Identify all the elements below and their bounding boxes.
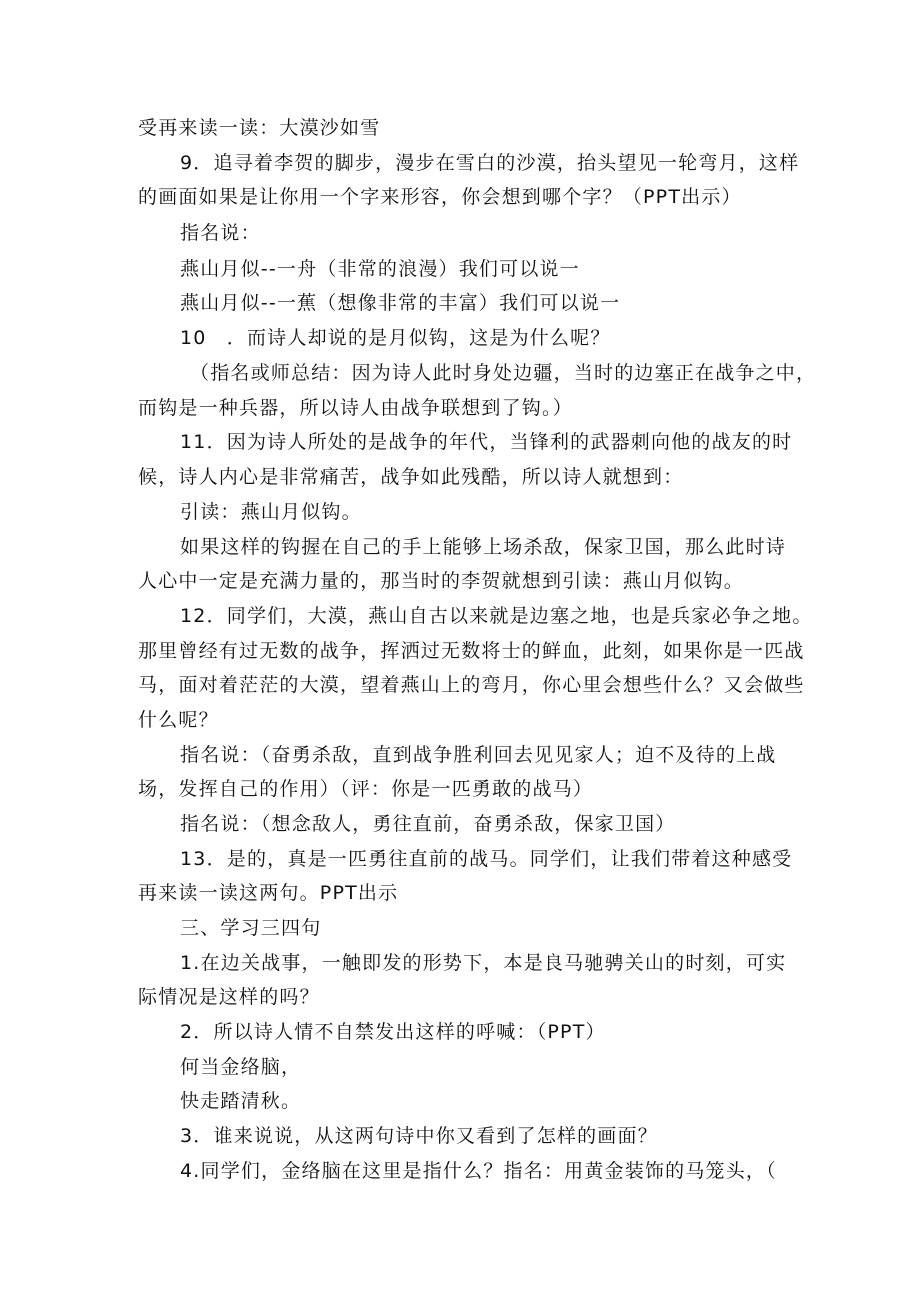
text-line: 人心中一定是充满力量的，那当时的李贺就想到引读：燕山月似钩。 bbox=[138, 570, 745, 592]
text-line: 受再来读一读：大漠沙如雪 bbox=[138, 117, 381, 139]
text-line: 9．追寻着李贺的脚步，漫步在雪白的沙漠，抬头望见一轮弯月，这样 bbox=[180, 152, 800, 174]
text-line: 燕山月似--一蕉（想像非常的丰富）我们可以说一 bbox=[180, 292, 621, 314]
text-line: 3．谁来说说，从这两句诗中你又看到了怎样的画面？ bbox=[180, 1125, 658, 1147]
text-line: 如果这样的钩握在自己的手上能够上场杀敌，保家卫国，那么此时诗 bbox=[180, 536, 787, 558]
text-line: 4.同学们，金络脑在这里是指什么？指名：用黄金装饰的马笼头，（ bbox=[180, 1160, 777, 1182]
text-line: 1.在边关战事，一触即发的形势下，本是良马驰骋关山的时刻，可实 bbox=[180, 952, 787, 974]
text-line: 指名说：（奋勇杀敌，直到战争胜利回去见见家人；迫不及待的上战 bbox=[180, 744, 777, 766]
text-line: 引读：燕山月似钩。 bbox=[180, 501, 362, 523]
text-line: 什么呢？ bbox=[138, 709, 219, 731]
text-line: 那里曾经有过无数的战争，挥洒过无数将士的鲜血，此刻，如果你是一匹战 bbox=[138, 640, 805, 662]
text-line: 场，发挥自己的作用）（评：你是一匹勇敢的战马） bbox=[138, 778, 594, 800]
text-line: 指名说：（想念敌人，勇往直前，奋勇杀敌，保家卫国） bbox=[180, 813, 676, 835]
text-line: 候，诗人内心是非常痛苦，战争如此残酷，所以诗人就想到： bbox=[138, 466, 684, 488]
text-line: 燕山月似--一舟（非常的浪漫）我们可以说一 bbox=[180, 258, 580, 280]
text-line: 10 ．而诗人却说的是月似钩，这是为什么呢？ bbox=[180, 327, 611, 349]
text-line: 12．同学们，大漠，燕山自古以来就是边塞之地，也是兵家必争之地。 bbox=[180, 605, 813, 627]
poem-line: 快走踏清秋。 bbox=[180, 1090, 302, 1112]
text-line: 马，面对着茫茫的大漠，望着燕山上的弯月，你心里会想些什么？又会做些 bbox=[138, 674, 805, 696]
text-line: 再来读一读这两句。PPT出示 bbox=[138, 882, 399, 904]
poem-line: 何当金络脑， bbox=[180, 1056, 302, 1078]
text-line: （指名或师总结：因为诗人此时身处边疆，当时的边塞正在战争之中， bbox=[190, 362, 817, 384]
text-line: 际情况是这样的吗？ bbox=[138, 986, 320, 1008]
text-line: 13．是的，真是一匹勇往直前的战马。同学们，让我们带着这种感受 bbox=[180, 848, 793, 870]
text-line: 而钩是一种兵器，所以诗人由战争联想到了钩。） bbox=[138, 397, 573, 419]
text-line: 11．因为诗人所处的是战争的年代，当锋利的武器刺向他的战友的时 bbox=[180, 431, 793, 453]
text-line: 2．所以诗人情不自禁发出这样的呼喊：（PPT） bbox=[180, 1021, 606, 1043]
text-line: 的画面如果是让你用一个字来形容，你会想到哪个字？（PPT出示） bbox=[138, 186, 742, 208]
text-line: 指名说： bbox=[180, 222, 261, 244]
section-heading: 三、学习三四句 bbox=[180, 917, 322, 939]
